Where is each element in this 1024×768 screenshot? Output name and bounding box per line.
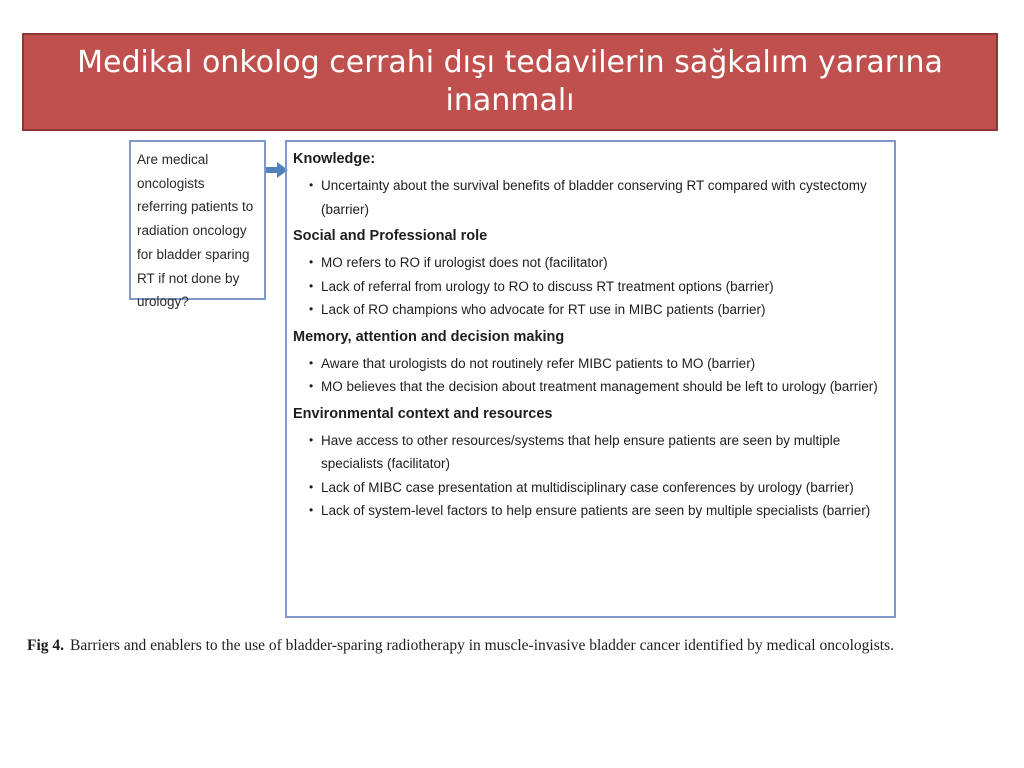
bullet-icon: • xyxy=(309,178,314,192)
bullet-icon: • xyxy=(309,355,314,370)
bullet-icon: • xyxy=(309,302,314,316)
list-item xyxy=(293,275,886,299)
list-item xyxy=(293,352,886,376)
finding-section xyxy=(293,225,886,322)
list-item xyxy=(293,174,886,221)
list-item-text: Have access to other resources/systems that help ensure patients are seen by multiple specialists (facilitator) xyxy=(321,432,841,471)
finding-list xyxy=(293,352,886,399)
bullet-icon: • xyxy=(309,255,314,269)
list-item-text: MO refers to RO if urologist does not (facilitator) xyxy=(321,255,608,270)
figure-label: Fig 4. xyxy=(27,637,65,654)
bullet-icon: • xyxy=(309,479,314,494)
section-heading: Memory, attention and decision making xyxy=(293,328,565,345)
list-item xyxy=(293,499,886,523)
list-item-text: MO believes that the decision about treatment management should be left to urology (barrier) xyxy=(321,379,878,394)
list-item-text: Lack of system-level factors to help ensure patients are seen by multiple specialists (barrier) xyxy=(321,503,871,518)
finding-list xyxy=(293,429,886,523)
list-item xyxy=(293,251,886,275)
section-heading: Environmental context and resources xyxy=(293,405,553,422)
question-box xyxy=(129,140,266,310)
list-item xyxy=(293,375,886,399)
question-text: Are medical oncologists referring patients to radiation oncology for bladder sparing RT if not done by urology? xyxy=(137,152,254,310)
slide-title-bar xyxy=(22,33,998,131)
figure-caption-text: Barriers and enablers to the use of bladder-sparing radiotherapy in muscle-invasive bladder cancer identified by medical oncologists. xyxy=(70,637,894,654)
section-heading: Social and Professional role xyxy=(293,228,488,244)
list-item-text: Uncertainty about the survival benefits of bladder conserving RT compared with cystectomy (barrier) xyxy=(321,178,867,217)
findings-box xyxy=(285,140,896,618)
figure-caption xyxy=(27,636,1007,656)
list-item-text: Aware that urologists do not routinely refer MIBC patients to MO (barrier) xyxy=(321,355,756,371)
finding-section xyxy=(293,403,886,523)
section-heading: Knowledge: xyxy=(293,151,376,167)
list-item xyxy=(293,476,886,500)
finding-list xyxy=(293,174,886,221)
list-item-text: Lack of MIBC case presentation at multidisciplinary case conferences by urology (barrier) xyxy=(321,479,854,495)
list-item-text: Lack of referral from urology to RO to discuss RT treatment options (barrier) xyxy=(321,278,774,294)
bullet-icon: • xyxy=(309,379,314,393)
findings-sections xyxy=(293,148,886,523)
slide-title: Medikal onkolog cerrahi dışı tedavilerin sağkalım yararına inanmalı xyxy=(77,45,943,118)
finding-section xyxy=(293,148,886,221)
bullet-icon: • xyxy=(309,432,314,447)
list-item xyxy=(293,298,886,322)
bullet-icon: • xyxy=(309,503,314,517)
list-item-text: Lack of RO champions who advocate for RT use in MIBC patients (barrier) xyxy=(321,302,766,317)
bullet-icon: • xyxy=(309,278,314,293)
finding-section xyxy=(293,326,886,399)
list-item xyxy=(293,429,886,476)
finding-list xyxy=(293,251,886,322)
